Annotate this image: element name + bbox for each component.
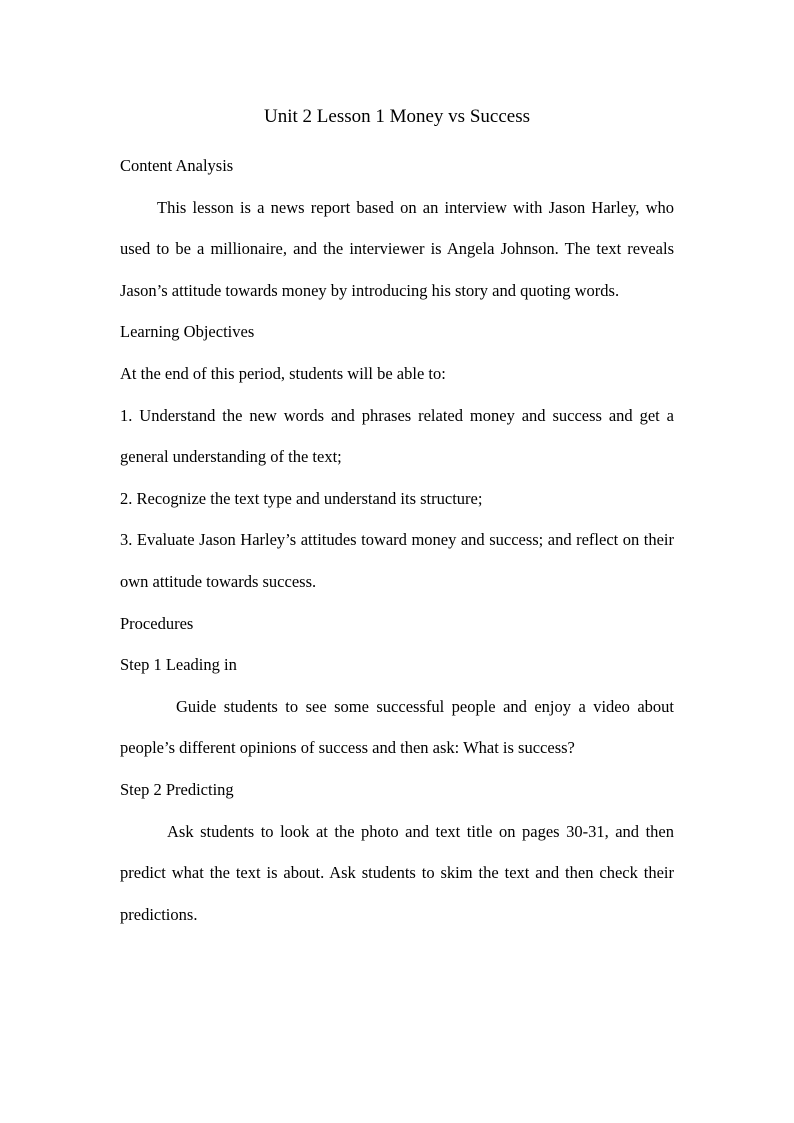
document-page (120, 103, 674, 935)
step-1-paragraph: Guide students to see some successful people and enjoy a video about people’s different opinions of success and then ask: What is success? (120, 696, 674, 758)
objective-item-2: 2. Recognize the text type and understand its structure; (120, 488, 483, 508)
objectives-intro: At the end of this period, students will be able to: (120, 363, 446, 383)
document-title: Unit 2 Lesson 1 Money vs Success (264, 106, 530, 127)
step-2-paragraph: Ask students to look at the photo and text title on pages 30-31, and then predict what the text is about. Ask students to skim the text and then check their predictions. (120, 821, 674, 924)
section-heading-learning-objectives: Learning Objectives (120, 322, 255, 342)
step-2-heading: Step 2 Predicting (120, 779, 234, 799)
step-1-heading: Step 1 Leading in (120, 655, 237, 675)
content-analysis-paragraph: This lesson is a news report based on an interview with Jason Harley, who used to be a millionaire, and the interviewer is Angela Johnson. The text reveals Jason’s attitude towards money by introducing his story and quoting words. (120, 197, 674, 300)
section-heading-procedures: Procedures (120, 613, 194, 633)
objective-item-1: 1. Understand the new words and phrases related money and success and get a general understanding of the text; (120, 405, 674, 467)
section-heading-content-analysis: Content Analysis (120, 156, 234, 175)
objective-item-3: 3. Evaluate Jason Harley’s attitudes toward money and success; and reflect on their own attitude towards success. (120, 530, 674, 591)
